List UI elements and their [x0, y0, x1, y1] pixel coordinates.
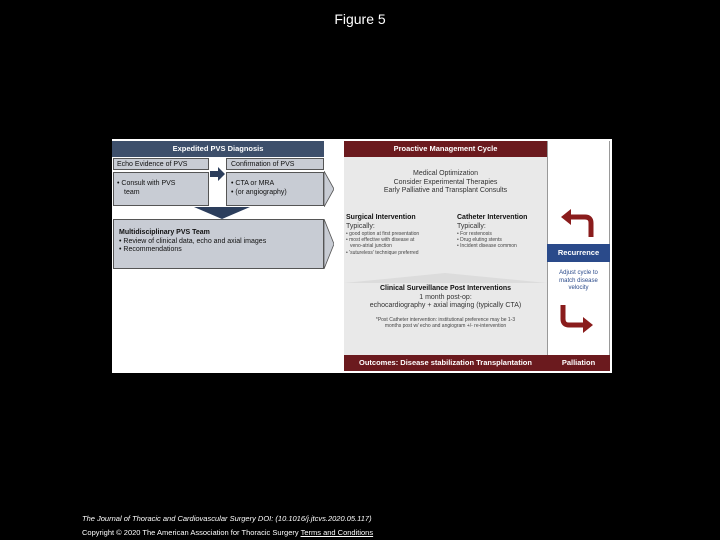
team-title: Multidisciplinary PVS Team [119, 229, 210, 236]
echo-evidence-label: Echo Evidence of PVS [113, 158, 209, 170]
palliation-bar: Palliation [547, 355, 610, 371]
recurrence-return-arrow-icon [558, 303, 596, 335]
consult-line-1: • Consult with PVS [117, 180, 176, 187]
recurrence-label: Recurrence [547, 244, 610, 262]
right-arrow-icon [210, 167, 226, 181]
consult-box [113, 172, 209, 206]
med-line-2: Consider Experimental Therapies [393, 178, 498, 186]
med-line-1: Medical Optimization [413, 170, 478, 177]
surveillance-note-1: *Post Catheter intervention: institutional preference may be 1-3 [375, 316, 516, 323]
cta-line-2: • (or angiography) [231, 188, 287, 196]
citation-text: The Journal of Thoracic and Cardiovascular Surgery DOI: (10.1016/j.jtcvs.2020.05.117) [82, 514, 372, 523]
surveillance-note-2: months post w/ echo and angiogram +/- re-intervention [384, 322, 507, 329]
down-arrow-icon [194, 207, 250, 219]
copyright-line [82, 528, 373, 537]
confirmation-label: Confirmation of PVS [226, 158, 324, 170]
outcomes-bar: Outcomes: Disease stabilization Transplantation [344, 355, 547, 371]
cycle-header: Proactive Management Cycle [344, 141, 547, 157]
adjust-cycle-text [547, 270, 610, 293]
team-box [113, 219, 324, 269]
team-item-2: • Recommendations [119, 246, 182, 253]
surgical-item: veno-atrial junction [350, 243, 392, 250]
catheter-title: Catheter Intervention [457, 214, 528, 221]
recurrence-up-arrow-icon [558, 207, 596, 239]
medical-optimization-block [344, 170, 547, 196]
figure-diagram [112, 139, 612, 373]
surgical-typically: Typically: [346, 222, 375, 230]
surgical-item: • most effective with disease at [346, 237, 415, 244]
adjust-line-2: match disease [559, 277, 598, 284]
med-line-3: Early Palliative and Transplant Consults [383, 187, 508, 194]
surgical-title: Surgical Intervention [346, 214, 416, 221]
cta-box [226, 172, 324, 206]
diagnosis-header: Expedited PVS Diagnosis [112, 141, 324, 157]
catheter-intervention-block [457, 214, 547, 250]
surveillance-line-2: echocardiography + axial imaging (typically CTA) [369, 302, 522, 309]
consult-line-2: team [124, 188, 140, 196]
chevron-right-icon [324, 219, 334, 269]
catheter-item: • Incident disease common [457, 243, 517, 250]
terms-link[interactable]: Terms and Conditions [300, 528, 374, 537]
surgical-item: • 'sutureless' technique preferred [346, 249, 419, 256]
adjust-line-3: velocity [568, 285, 589, 291]
catheter-item: • Drug eluting stents [457, 237, 502, 244]
team-item-1: • Review of clinical data, echo and axial images [119, 237, 267, 245]
surgical-intervention-block [346, 214, 450, 256]
catheter-typically: Typically: [457, 222, 486, 230]
surveillance-line-1: 1 month post-op: [419, 293, 472, 301]
adjust-line-1: Adjust cycle to [559, 270, 598, 276]
copyright-text: Copyright © 2020 The American Association for Thoracic Surgery [82, 528, 299, 537]
surveillance-block [344, 285, 547, 329]
surveillance-title: Clinical Surveillance Post Interventions [379, 285, 512, 292]
catheter-item: • For restenosis [457, 231, 492, 237]
chevron-right-icon [324, 171, 334, 207]
cta-line-1: • CTA or MRA [231, 180, 275, 187]
surgical-item: • good option at first presentation [346, 231, 420, 237]
page-title: Figure 5 [334, 11, 386, 27]
up-chevron-icon [344, 273, 547, 283]
